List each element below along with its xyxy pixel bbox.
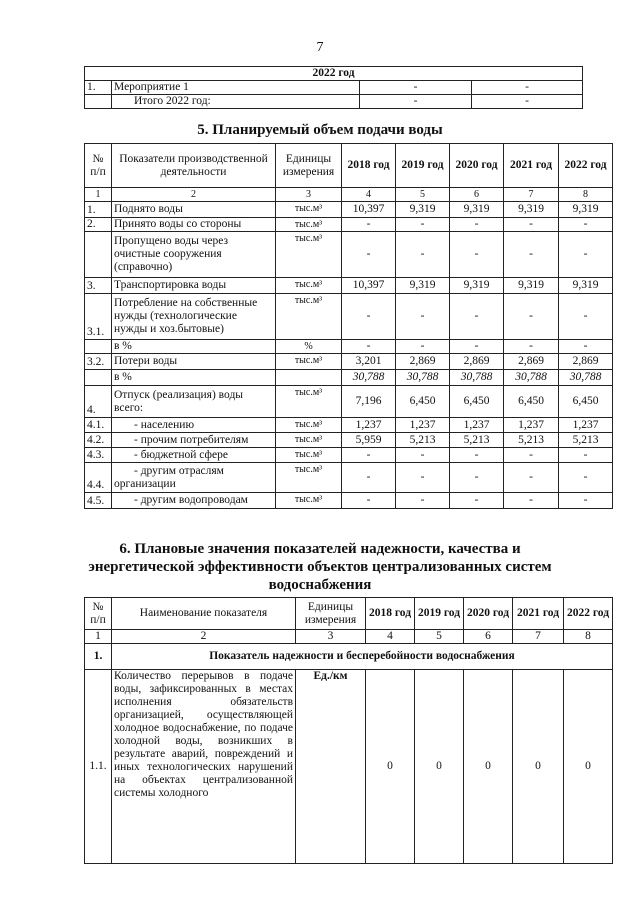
col-number: 8 [564,630,613,644]
row-value: - [504,232,559,278]
table-row [85,493,613,509]
table-row [85,95,583,109]
row-value: 9,319 [396,202,450,218]
row-value: 0 [415,670,464,864]
row-value: 5,213 [450,433,504,448]
table-row [85,232,613,278]
row-value: 6,450 [396,386,450,418]
table-row [85,278,613,294]
row-name: - населению [112,418,276,433]
row-value: - [559,448,613,463]
row-value: - [559,463,613,493]
table-row [85,670,613,864]
col-year-header: 2019 год [396,144,450,188]
row-value: 5,959 [342,433,396,448]
col-number: 8 [559,188,613,202]
row-value: - [450,448,504,463]
col-number: 6 [464,630,513,644]
row-value: - [450,294,504,340]
table-row [85,370,613,386]
row-value: - [450,232,504,278]
row-value: 9,319 [559,202,613,218]
table-row [85,386,613,418]
col-year-header: 2021 год [513,598,564,630]
row-value: 9,319 [396,278,450,294]
row-value: 7,196 [342,386,396,418]
row-value: - [396,232,450,278]
row-value: - [360,81,472,95]
row-value: 2,869 [396,354,450,370]
row-value: 6,450 [559,386,613,418]
row-name: - бюджетной сфере [112,448,276,463]
row-value: - [342,448,396,463]
col-numbers-row [85,630,613,644]
row-num: 4.5. [85,493,112,509]
row-value: - [396,448,450,463]
row-value: - [396,493,450,509]
table-row [85,294,613,340]
row-value: 9,319 [450,202,504,218]
row-unit: тыс.м³ [276,354,342,370]
row-num: 4.2. [85,433,112,448]
row-value: - [450,463,504,493]
row-value: 30,788 [450,370,504,386]
col-indicator-header: Показатели производственной деятельности [112,144,276,188]
row-unit: тыс.м³ [276,386,342,418]
col-year-header: 2021 год [504,144,559,188]
row-value: 9,319 [504,278,559,294]
row-value: - [504,294,559,340]
row-num: 3.2. [85,354,112,370]
group-num: 1. [85,644,112,670]
row-num: 4.4. [85,463,112,493]
col-number: 4 [342,188,396,202]
group-title: Показатель надежности и бесперебойности водоснабжения [112,644,613,670]
row-num: 3.1. [85,294,112,340]
group-row [85,644,613,670]
row-value: 30,788 [396,370,450,386]
row-unit: тыс.м³ [276,202,342,218]
row-value: - [559,340,613,354]
row-value: - [396,340,450,354]
row-name: Транспортировка воды [112,278,276,294]
row-value: - [472,81,583,95]
header-row [85,598,613,630]
col-num-header: № п/п [85,144,112,188]
row-name: в % [112,340,276,354]
row-name: Пропущено воды через очистные сооружения (справочно) [112,232,276,278]
row-unit: тыс.м³ [276,218,342,232]
row-value: - [342,294,396,340]
water-supply-table [84,143,613,509]
row-value: - [360,95,472,109]
row-value: - [396,218,450,232]
col-number: 5 [415,630,464,644]
row-value: - [559,218,613,232]
section6-title [0,540,640,594]
row-value: - [504,448,559,463]
header-row [85,144,613,188]
col-year-header: 2020 год [464,598,513,630]
row-value: 0 [564,670,613,864]
row-num: 4. [85,386,112,418]
col-number: 2 [112,188,276,202]
row-name: Отпуск (реализация) воды всего: [112,386,276,418]
row-value: 30,788 [342,370,396,386]
row-value: - [342,232,396,278]
row-name: Количество перерывов в подаче воды, зафиксированных в местах исполнения обязательств организацией, осуществляющей холодное водоснабжение, по подаче холодной воды, возникших в результате аварий, повреждений и иных технологических нарушений на объектах централизованной системы холодного [112,670,296,864]
col-year-header: 2018 год [342,144,396,188]
col-number: 7 [504,188,559,202]
row-unit: тыс.м³ [276,493,342,509]
row-name: Итого 2022 год: [112,95,360,109]
row-value: - [450,493,504,509]
row-name: Потребление на собственные нужды (технологические нужды и хоз.бытовые) [112,294,276,340]
row-value: - [504,218,559,232]
row-value: 2,869 [559,354,613,370]
row-value: - [450,340,504,354]
col-number: 3 [296,630,366,644]
col-year-header: 2018 год [366,598,415,630]
row-value: 1,237 [450,418,504,433]
col-number: 7 [513,630,564,644]
col-number: 4 [366,630,415,644]
row-value: - [504,340,559,354]
col-year-header: 2019 год [415,598,464,630]
col-number: 1 [85,188,112,202]
row-value: 2,869 [450,354,504,370]
col-unit-header: Единицы измерения [276,144,342,188]
row-unit: тыс.м³ [276,463,342,493]
row-value: 30,788 [504,370,559,386]
row-num: 3. [85,278,112,294]
col-year-header: 2022 год [559,144,613,188]
row-unit: тыс.м³ [276,448,342,463]
row-value: - [559,294,613,340]
col-number: 1 [85,630,112,644]
row-value: 3,201 [342,354,396,370]
row-value: - [342,493,396,509]
row-value: - [504,493,559,509]
col-number: 3 [276,188,342,202]
row-num: 4.3. [85,448,112,463]
row-value: - [472,95,583,109]
row-value: 1,237 [559,418,613,433]
year-header: 2022 год [85,67,583,81]
row-name: - другим водопроводам [112,493,276,509]
row-value: 0 [513,670,564,864]
row-num: 4.1. [85,418,112,433]
row-name: Потери воды [112,354,276,370]
col-year-header: 2022 год [564,598,613,630]
row-value: 5,213 [504,433,559,448]
col-indicator-header: Наименование показателя [112,598,296,630]
row-value: - [504,463,559,493]
row-value: 10,397 [342,202,396,218]
row-num: 2. [85,218,112,232]
row-value: 9,319 [504,202,559,218]
row-value: 1,237 [396,418,450,433]
row-num [85,95,112,109]
col-num-header: № п/п [85,598,112,630]
col-numbers-row [85,188,613,202]
row-unit: тыс.м³ [276,294,342,340]
table-row [85,81,583,95]
table-row [85,218,613,232]
row-value: 9,319 [450,278,504,294]
section5-title: 5. Планируемый объем подачи воды [197,122,443,138]
row-num: 1.1. [85,670,112,864]
row-value: - [559,232,613,278]
row-num [85,340,112,354]
table-row [85,463,613,493]
row-value: 2,869 [504,354,559,370]
row-value: 5,213 [396,433,450,448]
row-value: 30,788 [559,370,613,386]
row-value: - [342,218,396,232]
page-number: 7 [316,40,324,55]
row-name: в % [112,370,276,386]
table-row [85,202,613,218]
row-value: 5,213 [559,433,613,448]
row-name: - другим отраслям организации [112,463,276,493]
row-value: 10,397 [342,278,396,294]
row-num: 1. [85,81,112,95]
row-value: - [559,493,613,509]
col-number: 5 [396,188,450,202]
reliability-table [84,597,613,864]
row-unit: Ед./км [296,670,366,864]
row-unit: тыс.м³ [276,418,342,433]
row-num [85,232,112,278]
table-row [85,354,613,370]
col-year-header: 2020 год [450,144,504,188]
row-unit [276,370,342,386]
col-number: 2 [112,630,296,644]
col-unit-header: Единицы измерения [296,598,366,630]
section6-title-text: 6. Плановые значения показателей надежности, качества и энергетической эффективности объектов централизованных систем водоснабжения [88,541,552,593]
row-unit: % [276,340,342,354]
row-value: - [396,294,450,340]
row-name: Принято воды со стороны [112,218,276,232]
row-unit: тыс.м³ [276,433,342,448]
row-unit: тыс.м³ [276,278,342,294]
row-value: - [450,218,504,232]
row-value: 0 [464,670,513,864]
row-value: 6,450 [450,386,504,418]
table-row [85,433,613,448]
row-value: - [342,340,396,354]
row-value: 1,237 [342,418,396,433]
row-value: 9,319 [559,278,613,294]
table-row [85,340,613,354]
table-row [85,448,613,463]
row-name: Мероприятие 1 [112,81,360,95]
row-value: 6,450 [504,386,559,418]
row-name: - прочим потребителям [112,433,276,448]
row-name: Поднято воды [112,202,276,218]
row-num: 1. [85,202,112,218]
events-table [84,66,583,109]
row-value: 0 [366,670,415,864]
row-value: 1,237 [504,418,559,433]
row-unit: тыс.м³ [276,232,342,278]
row-value: - [396,463,450,493]
col-number: 6 [450,188,504,202]
row-num [85,370,112,386]
row-value: - [342,463,396,493]
table-row [85,418,613,433]
